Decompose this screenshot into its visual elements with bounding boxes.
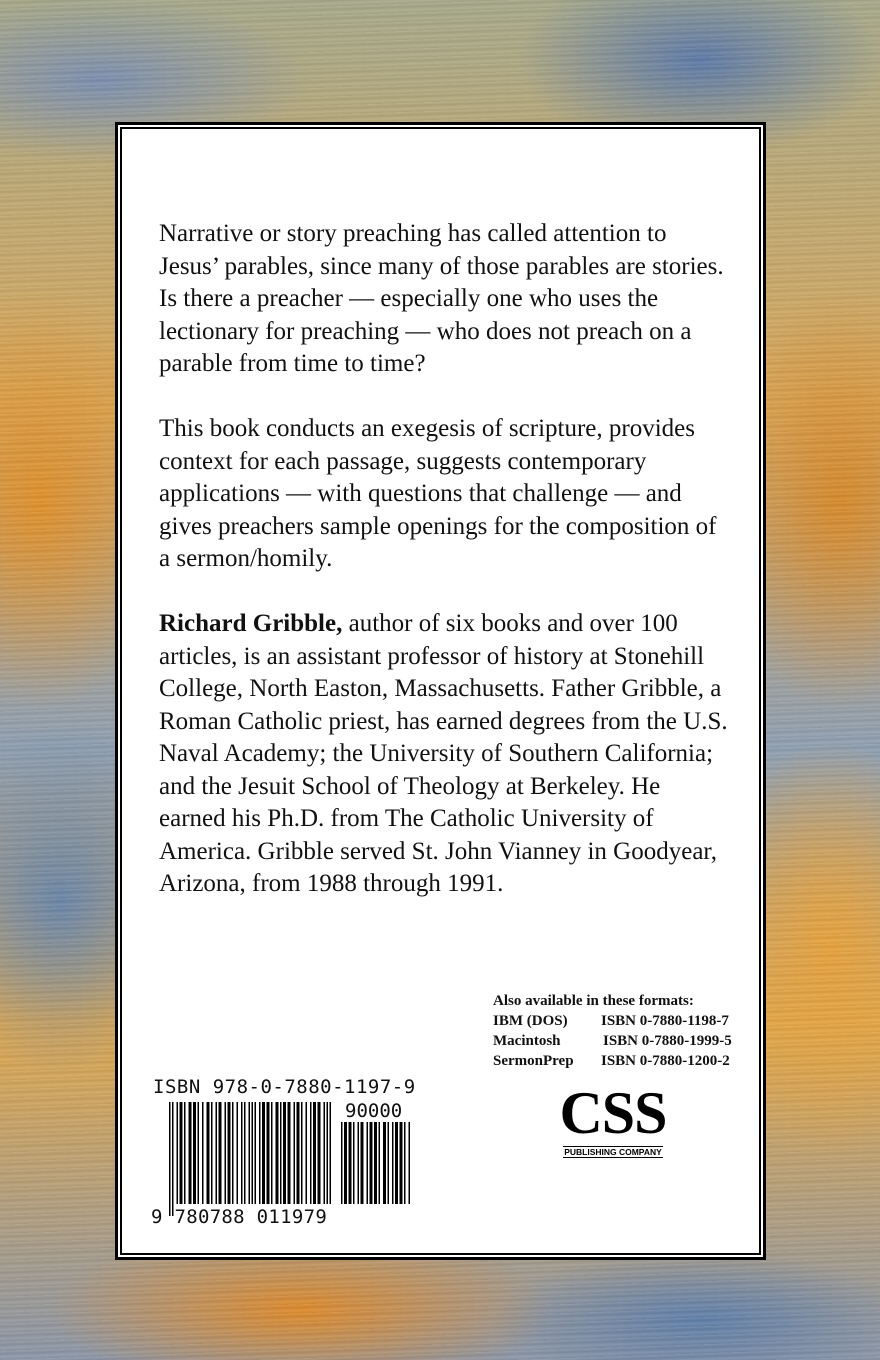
barcode-bar xyxy=(237,1102,239,1204)
barcode-bar xyxy=(404,1122,406,1204)
barcode-bar xyxy=(276,1102,279,1204)
description-paragraph-2: This book conducts an exegesis of scripture, provides context for each passage, suggests contemporary applications — with questions that challenge — and gives preachers sample openings for the composition of a sermon/homily. xyxy=(159,415,717,572)
format-isbn: ISBN 0-7880-1999-5 xyxy=(603,1033,732,1049)
formats-list xyxy=(493,991,753,1071)
barcode-bar xyxy=(388,1122,390,1204)
barcode-bar xyxy=(184,1102,186,1204)
barcode-bar xyxy=(262,1102,265,1204)
barcode-bar xyxy=(180,1102,183,1204)
barcode-bar xyxy=(211,1102,213,1204)
barcode-bar xyxy=(244,1102,246,1204)
barcode-bar xyxy=(353,1122,355,1204)
format-name: Macintosh xyxy=(493,1033,561,1049)
barcode-bar xyxy=(294,1102,296,1204)
barcode-bar xyxy=(252,1102,254,1204)
publisher-logo xyxy=(551,1080,675,1160)
barcode-bar xyxy=(383,1122,386,1204)
barcode-bar xyxy=(172,1102,174,1216)
author-name: Richard Gribble, xyxy=(159,610,343,637)
barcode-bar xyxy=(395,1122,398,1204)
isbn-label: ISBN 978-0-7880-1197-9 xyxy=(153,1076,416,1098)
barcode-bar xyxy=(169,1102,171,1216)
barcode-bar xyxy=(392,1122,394,1204)
barcode-bar xyxy=(341,1122,343,1204)
barcode-bar xyxy=(324,1102,326,1204)
barcode-bar xyxy=(189,1102,192,1204)
barcode-addon xyxy=(341,1122,419,1216)
barcode-bar xyxy=(306,1102,308,1204)
barcode-bar xyxy=(409,1122,411,1204)
barcode-bar xyxy=(225,1102,227,1204)
format-row xyxy=(493,1051,753,1071)
author-bio xyxy=(159,608,729,901)
publisher-logo-text: CSS xyxy=(559,1080,667,1146)
author-bio-text: author of six books and over 100 articles, is an assistant professor of history at Stonehill College, North Easton, Massachusetts. Father Gribble, a Roman Catholic priest, has earned degrees from the U.S. Naval Academy; the University of Southern California; and the Jesuit School of Theology at Berkeley. He earned his Ph.D. from The Catholic University of America. Gribble served St. John Vianney in Goodyear, Arizona, from 1988 through 1991. xyxy=(159,610,728,897)
barcode-bar xyxy=(313,1102,316,1204)
barcode-bar xyxy=(297,1102,300,1204)
format-isbn: ISBN 0-7880-1200-2 xyxy=(601,1053,730,1069)
barcode-bar xyxy=(361,1122,364,1204)
barcode-bar xyxy=(259,1102,261,1204)
barcode-bar xyxy=(198,1102,200,1204)
barcode-bar xyxy=(349,1122,352,1204)
barcode-bar xyxy=(267,1102,270,1204)
format-row xyxy=(493,1011,753,1031)
back-cover-panel xyxy=(115,122,766,1260)
barcode-bar xyxy=(207,1102,210,1204)
barcode-bar xyxy=(367,1122,369,1204)
barcode-bar xyxy=(344,1122,347,1204)
barcode-bar xyxy=(255,1102,257,1204)
format-isbn: ISBN 0-7880-1198-7 xyxy=(601,1013,729,1029)
barcode-bar xyxy=(318,1102,321,1204)
barcode-bar xyxy=(232,1102,234,1204)
barcode-bar xyxy=(301,1102,303,1204)
barcode-bar xyxy=(288,1102,291,1204)
barcode-bar xyxy=(202,1102,204,1204)
publisher-logo-subtext: PUBLISHING COMPANY xyxy=(564,1147,662,1157)
barcode-bar xyxy=(271,1102,273,1204)
barcode-bar xyxy=(216,1102,218,1204)
barcode-bar xyxy=(374,1122,377,1204)
barcode-bar xyxy=(280,1102,282,1204)
barcode-bar xyxy=(327,1102,329,1204)
format-name: IBM (DOS) xyxy=(493,1013,568,1029)
barcode-bar xyxy=(228,1102,231,1204)
price-code: 90000 xyxy=(345,1100,403,1122)
barcode-bar xyxy=(330,1102,332,1204)
barcode-digits: 9 780788 011979 xyxy=(151,1206,328,1228)
barcode-bar xyxy=(370,1122,373,1204)
format-row xyxy=(493,1031,753,1051)
barcode-bar xyxy=(193,1102,196,1204)
barcode-bar xyxy=(358,1122,360,1204)
back-cover-content xyxy=(118,125,763,1257)
barcode-bar xyxy=(379,1122,381,1204)
formats-heading: Also available in these formats: xyxy=(493,993,694,1009)
barcode-bar xyxy=(283,1102,286,1204)
barcode-bar xyxy=(310,1102,312,1204)
barcode-bar xyxy=(219,1102,222,1204)
barcode-bar xyxy=(177,1102,179,1204)
description-paragraph-1: Narrative or story preaching has called attention to Jesus’ parables, since many of those parables are stories. Is there a preacher — especially one who uses the lectionary for preaching — who does not preach on a parable from time to time? xyxy=(159,220,724,377)
barcode-bar xyxy=(249,1102,251,1204)
barcode-bar xyxy=(241,1102,243,1204)
barcode-bar xyxy=(400,1122,403,1204)
barcode-main xyxy=(169,1102,335,1216)
format-name: SermonPrep xyxy=(493,1053,574,1069)
